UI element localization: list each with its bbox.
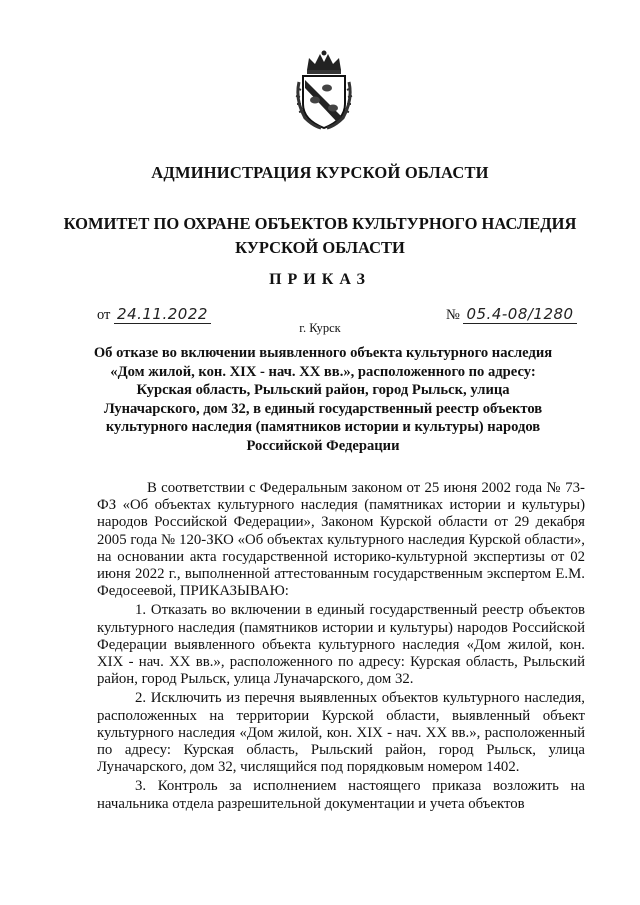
order-item-1: 1. Отказать во включении в единый государственный реестр объектов культурного наследия (памятников истории и культуры) народов Российской Федерации выявленного объекта культурного наследия «Дом жилой, кон. XIX - нач. XX вв.», расположенного по адресу: Курская область, Рыльский район, город Рыльск, улица Луначарского, дом 32. — [97, 602, 585, 688]
preamble-paragraph: В соответствии с Федеральным законом от 25 июня 2002 года № 73-ФЗ «Об объектах культурного наследия (памятниках истории и культуры) народов Российской Федерации», Законом Курской области от 29 декабря 2005 года № 120-ЗКО «Об объектах культурного наследия Курской области», на основании акта государственной историко-культурной экспертизы от 02 июня 2022 г., выполненной аттестованным государственным экспертом Е.М. Федосеевой, ПРИКАЗЫВАЮ: — [97, 480, 585, 600]
order-body — [97, 480, 585, 813]
number-value: 05.4-08/1280 — [463, 305, 576, 324]
organization-title: АДМИНИСТРАЦИЯ КУРСКОЙ ОБЛАСТИ — [151, 163, 489, 182]
document-type: ПРИКАЗ — [269, 271, 371, 288]
committee-title: КОМИТЕТ ПО ОХРАНЕ ОБЪЕКТОВ КУЛЬТУРНОГО НАСЛЕДИЯ КУРСКОЙ ОБЛАСТИ — [63, 214, 577, 257]
number-prefix: № — [446, 307, 460, 323]
date-prefix: от — [97, 307, 111, 323]
order-item-2: 2. Исключить из перечня выявленных объектов культурного наследия, расположенных на территории Курской области, выявленный объект культурного наследия «Дом жилой, кон. XIX - нач. XX вв.», расположенный по адресу: Курская область, Рыльский район, город Рыльск, улица Луначарского, дом 32, числящийся под порядковым номером 1402. — [97, 690, 585, 776]
city: г. Курск — [299, 321, 341, 335]
order-subject: Об отказе во включении выявленного объекта культурного наследия «Дом жилой, кон. XIX - нач. XX вв.», расположенного по адресу: Курская область, Рыльский район, город Рыльск, улица Луначарского, дом 32, в единый государственный реестр объектов культурного наследия (памятников истории и культуры) народов Российской Федерации — [93, 345, 553, 454]
order-item-3: 3. Контроль за исполнением настоящего приказа возложить на начальника отдела разрешительной документации и учета объектов — [97, 778, 585, 812]
coat-of-arms-icon — [293, 48, 355, 130]
date-value: 24.11.2022 — [114, 305, 211, 324]
